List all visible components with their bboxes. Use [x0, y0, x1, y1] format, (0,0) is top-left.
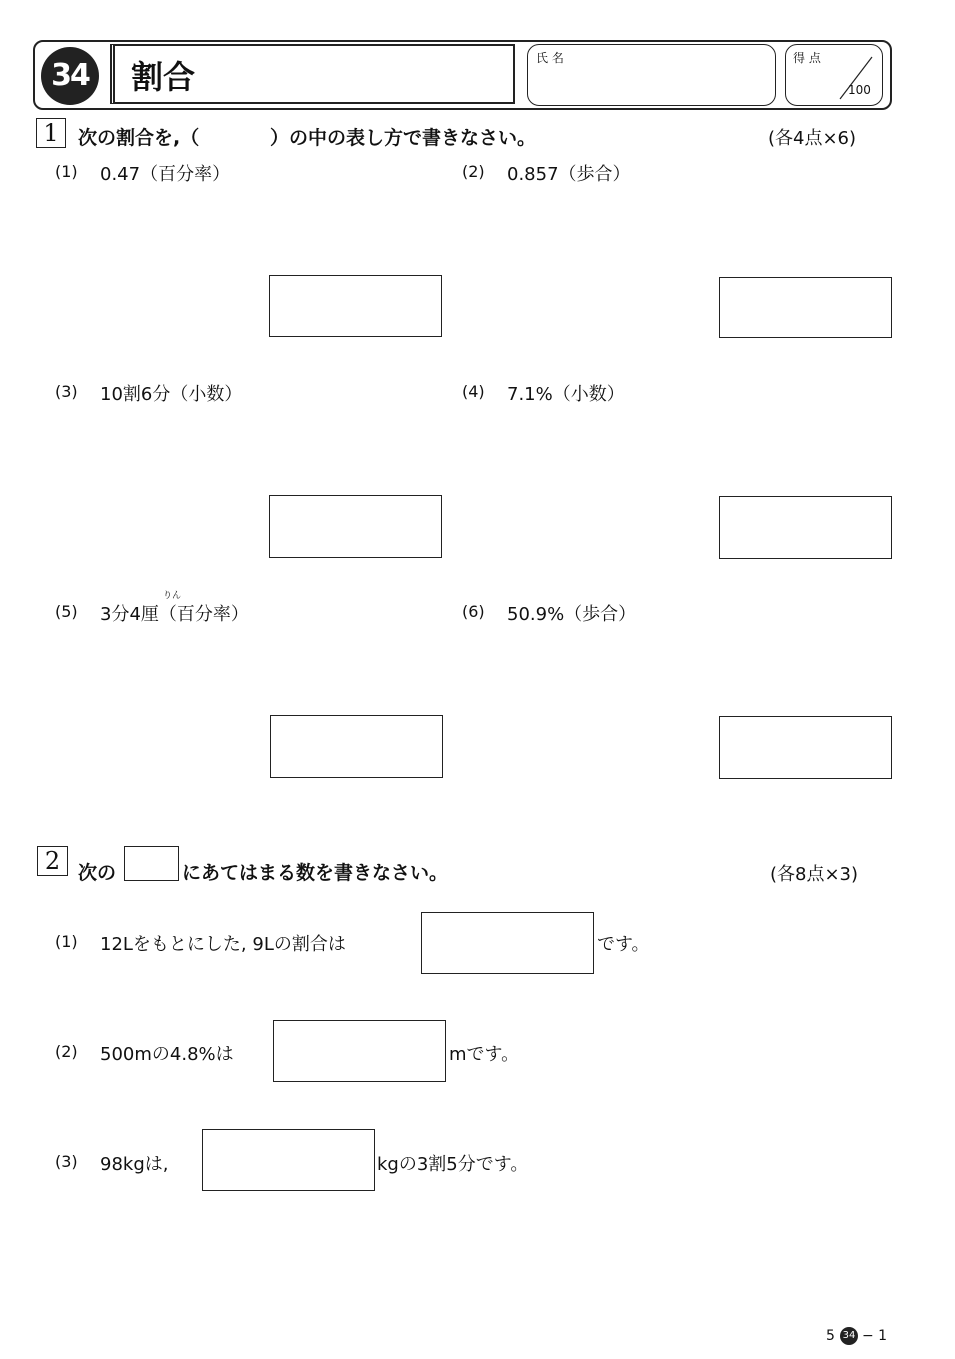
ruby-reading: りん: [163, 591, 182, 601]
answer-box-1-1[interactable]: [269, 275, 442, 337]
item-text: 12Lをもとにした, 9Lの割合は: [100, 934, 346, 955]
item-text-after: kgの3割5分です。: [377, 1154, 529, 1175]
footer-page-circle: 34: [840, 1327, 858, 1345]
answer-box-2-1[interactable]: [421, 912, 594, 974]
score-label: 得 点: [793, 51, 821, 65]
item-text-after: です。: [597, 934, 650, 955]
answer-box-2-3[interactable]: [202, 1129, 375, 1191]
answer-box-2-2[interactable]: [273, 1020, 446, 1082]
item-label: (3): [55, 382, 78, 401]
name-label: 氏 名: [536, 51, 564, 65]
answer-box-1-3[interactable]: [269, 495, 442, 558]
answer-box-1-2[interactable]: [719, 277, 892, 338]
section-2-number: 2: [37, 846, 68, 876]
item-label: (6): [462, 602, 485, 621]
item-label: (2): [462, 162, 485, 181]
section-1-instruction-b: ）の中の表し方で書きなさい。: [270, 127, 537, 149]
score-field[interactable]: [785, 44, 883, 106]
section-1-points: (各4点×6): [768, 128, 857, 149]
score-max: 100: [848, 83, 871, 97]
answer-box-1-6[interactable]: [719, 716, 892, 779]
item-label: (2): [55, 1042, 78, 1061]
footer-page-a: 5: [826, 1328, 835, 1344]
item-text: 0.857（歩合）: [507, 164, 631, 185]
section-2-instruction-a: 次の: [78, 862, 117, 884]
item-text-after: mです。: [449, 1044, 520, 1065]
item-text: 0.47（百分率）: [100, 164, 231, 185]
section-1-instruction-a: 次の割合を,（: [78, 127, 200, 149]
page-title: 割合: [131, 58, 196, 96]
section-2-instruction-b: にあてはまる数を書きなさい。: [182, 862, 449, 884]
item-text: 500mの4.8%は: [100, 1044, 234, 1065]
item-text: 10割6分（小数）: [100, 384, 243, 405]
item-text: 98kgは,: [100, 1154, 169, 1175]
answer-box-1-4[interactable]: [719, 496, 892, 559]
item-text: 50.9%（歩合）: [507, 604, 637, 625]
answer-box-1-5[interactable]: [270, 715, 443, 778]
section-1-number: 1: [36, 118, 66, 148]
item-label: (3): [55, 1152, 78, 1171]
worksheet-number-badge: 34: [41, 47, 99, 105]
section-2-points: (各8点×3): [770, 864, 859, 885]
item-text: 7.1%（小数）: [507, 384, 625, 405]
item-label: (1): [55, 932, 78, 951]
blank-example-box: [124, 846, 179, 881]
item-label: (4): [462, 382, 485, 401]
footer-page-b: − 1: [862, 1328, 888, 1344]
name-field[interactable]: [527, 44, 776, 106]
title-box: [110, 44, 515, 104]
item-text: 3分4厘（百分率）: [100, 604, 249, 625]
item-label: (1): [55, 162, 78, 181]
item-label: (5): [55, 602, 78, 621]
